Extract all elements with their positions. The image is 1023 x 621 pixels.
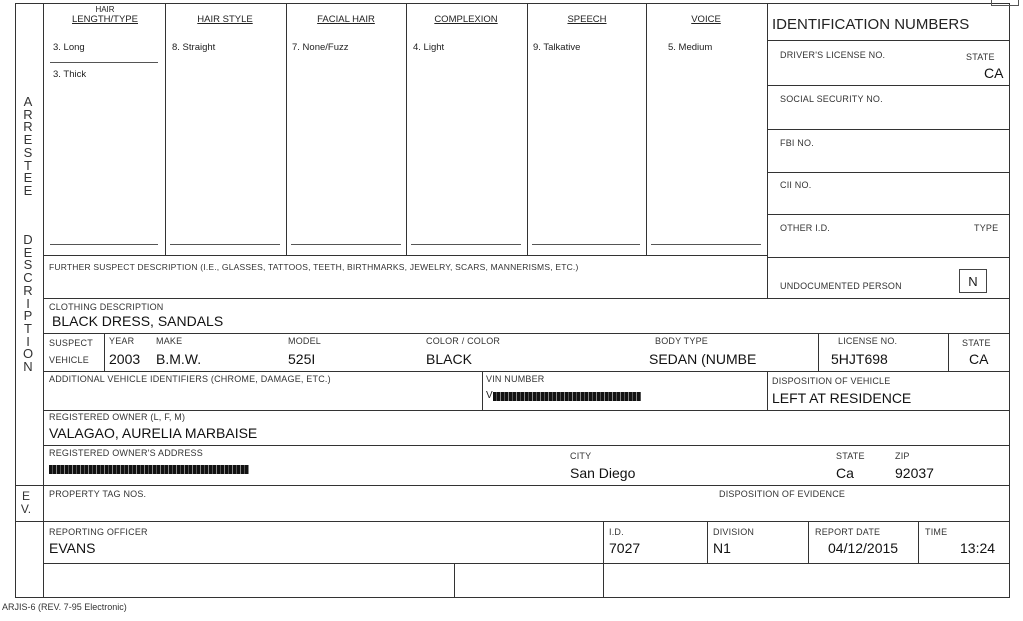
owner-address-redaction — [49, 465, 249, 474]
further-description-label: FURTHER SUSPECT DESCRIPTION (I.E., GLASSES, TATTOOS, TEETH, BIRTHMARKS, JEWELRY, SCARS, MANNERISMS, ETC.) — [49, 262, 579, 272]
other-id-type-label: TYPE — [974, 223, 999, 233]
side-label-arrestee: A R R E S T E E — [23, 94, 33, 198]
clothing-value: BLACK DRESS, SANDALS — [52, 313, 224, 329]
cii-label: CII NO. — [780, 180, 812, 190]
vehicle-license: 5HJT698 — [831, 351, 888, 367]
hair-header-top: HAIR — [95, 5, 115, 14]
form-left-border — [15, 3, 16, 598]
registered-owner-name: VALAGAO, AURELIA MARBAISE — [49, 425, 258, 441]
registered-owner-label: REGISTERED OWNER (L, F, M) — [49, 412, 186, 422]
form-footer: ARJIS-6 (REV. 7-95 Electronic) — [2, 602, 127, 612]
facial-hair-value: 7. None/Fuzz — [292, 42, 349, 53]
speech-value: 9. Talkative — [533, 42, 581, 53]
vehicle-disposition: LEFT AT RESIDENCE — [772, 390, 912, 406]
vin-label: VIN NUMBER — [486, 374, 545, 384]
dl-state-value: CA — [984, 65, 1004, 81]
owner-address-label: REGISTERED OWNER'S ADDRESS — [49, 448, 203, 458]
hair-type-value: 3. Thick — [53, 69, 87, 80]
property-tag-label: PROPERTY TAG NOS. — [49, 489, 147, 499]
corner-box — [991, 0, 1019, 6]
time-value: 13:24 — [960, 540, 996, 556]
model-label: MODEL — [288, 336, 322, 346]
column-header-complexion: COMPLEXION — [434, 14, 498, 25]
vehicle-state: CA — [969, 351, 989, 367]
hair-length-value: 3. Long — [53, 42, 85, 53]
undocumented-person-value: N — [959, 269, 987, 293]
officer-id: 7027 — [609, 540, 641, 556]
undocumented-person-label: UNDOCUMENTED PERSON — [780, 281, 902, 291]
additional-identifiers-label: ADDITIONAL VEHICLE IDENTIFIERS (CHROME, DAMAGE, ETC.) — [49, 374, 331, 384]
vehicle-state-label: STATE — [962, 338, 991, 348]
time-label: TIME — [925, 527, 948, 537]
vehicle-label: VEHICLE — [49, 355, 89, 365]
vin-redaction — [493, 392, 641, 401]
column-header-voice: VOICE — [691, 14, 721, 25]
side-label-description: D E S C R I P T I O N — [22, 232, 34, 375]
vehicle-make: B.M.W. — [156, 351, 202, 367]
form-bottom-border — [15, 597, 1010, 598]
clothing-label: CLOTHING DESCRIPTION — [49, 302, 164, 312]
ssn-label: SOCIAL SECURITY NO. — [780, 94, 883, 104]
dl-state-label: STATE — [966, 52, 995, 62]
voice-value: 5. Medium — [668, 42, 713, 53]
hair-style-value: 8. Straight — [172, 42, 216, 53]
vehicle-model: 525I — [288, 351, 316, 367]
report-date-value: 04/12/2015 — [828, 540, 899, 556]
reporting-officer-label: REPORTING OFFICER — [49, 527, 148, 537]
side-label-evidence: E V. — [20, 489, 32, 516]
make-label: MAKE — [156, 336, 183, 346]
body-type-label: BODY TYPE — [655, 336, 708, 346]
vehicle-body-type: SEDAN (NUMBE — [649, 351, 757, 367]
license-label: LICENSE NO. — [838, 336, 898, 346]
owner-state: Ca — [836, 465, 854, 481]
column-header-speech: SPEECH — [567, 14, 607, 25]
form-right-border — [1009, 3, 1010, 598]
vehicle-year: 2003 — [109, 351, 141, 367]
column-header-facial-hair: FACIAL HAIR — [317, 14, 375, 25]
vin-prefix: V — [486, 390, 493, 401]
reporting-officer-name: EVANS — [49, 540, 96, 556]
vehicle-disposition-label: DISPOSITION OF VEHICLE — [772, 376, 891, 386]
vehicle-color: BLACK — [426, 351, 472, 367]
report-date-label: REPORT DATE — [815, 527, 881, 537]
column-header-length-type: LENGTH/TYPE — [72, 14, 138, 25]
owner-zip: 92037 — [895, 465, 934, 481]
owner-zip-label: ZIP — [895, 451, 910, 461]
owner-city: San Diego — [570, 465, 636, 481]
owner-state-label: STATE — [836, 451, 865, 461]
column-header-hair-style: HAIR STYLE — [197, 14, 253, 25]
complexion-value: 4. Light — [413, 42, 445, 53]
drivers-license-label: DRIVER'S LICENSE NO. — [780, 50, 886, 60]
suspect-label: SUSPECT — [49, 338, 93, 348]
owner-city-label: CITY — [570, 451, 592, 461]
identification-numbers-title: IDENTIFICATION NUMBERS — [772, 16, 970, 33]
color-label: COLOR / COLOR — [426, 336, 501, 346]
side-label-divider — [43, 3, 44, 598]
year-label: YEAR — [109, 336, 135, 346]
division-value: N1 — [713, 540, 731, 556]
fbi-label: FBI NO. — [780, 138, 814, 148]
evidence-disposition-label: DISPOSITION OF EVIDENCE — [719, 489, 846, 499]
officer-id-label: I.D. — [609, 527, 624, 537]
division-label: DIVISION — [713, 527, 755, 537]
other-id-label: OTHER I.D. — [780, 223, 831, 233]
